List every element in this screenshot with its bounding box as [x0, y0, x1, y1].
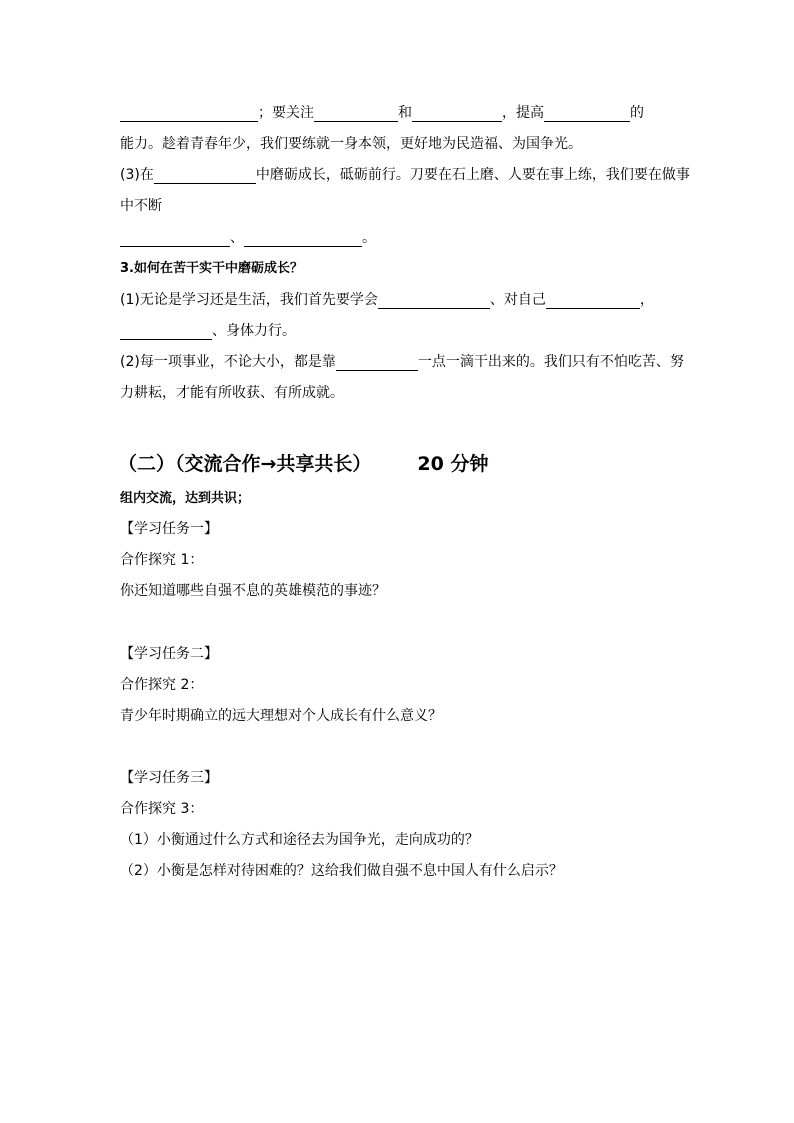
text: 力耕耘，才能有所收获、有所成就。	[120, 385, 344, 401]
blank[interactable]	[544, 107, 630, 122]
text: 、身体力行。	[212, 323, 296, 339]
text: （2）小衡是怎样对待困难的？这给我们做自强不息中国人有什么启示？	[120, 863, 563, 879]
task-1-label	[120, 520, 218, 538]
heading-text: （二）（交流合作→共享共长）	[118, 453, 372, 475]
text: 3.如何在苦干实干中磨砺成长？	[120, 261, 303, 276]
text: 中不断	[120, 198, 162, 214]
section-3-title	[120, 260, 303, 278]
text: 合作探究 2：	[120, 677, 204, 693]
question-2	[120, 707, 442, 725]
text: （1）小衡通过什么方式和途径去为国争光，走向成功的？	[120, 832, 479, 848]
explore-3-label	[120, 800, 203, 818]
blank[interactable]	[120, 325, 212, 340]
question-1	[120, 582, 386, 600]
text: 合作探究 1：	[120, 552, 204, 568]
fill-line-3	[120, 166, 690, 184]
explore-2-label	[120, 676, 203, 694]
text: (2)每一项事业，不论大小，都是靠	[120, 354, 336, 370]
s3-line-1	[120, 291, 654, 309]
text-line-4	[120, 197, 162, 215]
text: 合作探究 3：	[120, 801, 204, 817]
part-2-heading	[118, 449, 488, 476]
blank[interactable]	[154, 169, 256, 184]
task-2-label	[120, 645, 218, 663]
text: 、对自己	[489, 292, 546, 308]
blank[interactable]	[378, 294, 490, 309]
text: (3)在	[120, 167, 154, 183]
blank[interactable]	[120, 232, 230, 247]
question-3-2	[120, 862, 563, 880]
text: 能力。趁着青春年少，我们要练就一身本领，更好地为民造福、为国争光。	[120, 136, 582, 152]
fill-line-5	[120, 229, 376, 247]
text: (1)无论是学习还是生活，我们首先要学会	[120, 292, 378, 308]
text: 【学习任务二】	[120, 646, 218, 662]
text: 一点一滴干出来的。我们只有不怕吃苦、努	[417, 354, 684, 370]
text-line-2	[120, 135, 582, 153]
explore-1-label	[120, 551, 203, 569]
text: ，提高	[502, 105, 544, 121]
text: 和	[398, 105, 412, 121]
text: 【学习任务三】	[120, 770, 218, 786]
blank[interactable]	[336, 356, 418, 371]
blank[interactable]	[546, 294, 640, 309]
text: 组内交流，达到共识；	[120, 491, 251, 506]
s3-line-4	[120, 384, 344, 402]
text: 中磨砺成长，砥砺前行。刀要在石上磨、人要在事上练，我们要在做事	[255, 167, 690, 183]
text: ；要关注	[258, 105, 314, 121]
question-3-1	[120, 831, 479, 849]
text: 。	[362, 230, 376, 246]
part-2-intro	[120, 490, 250, 508]
s3-line-3	[120, 353, 684, 371]
s3-line-2	[120, 322, 296, 340]
text: 的	[630, 105, 644, 121]
text: ，	[639, 292, 654, 308]
text: 青少年时期确立的远大理想对个人成长有什么意义？	[120, 708, 442, 724]
blank[interactable]	[412, 107, 502, 122]
task-3-label	[120, 769, 218, 787]
blank[interactable]	[244, 232, 362, 247]
text: 、	[230, 230, 244, 246]
text: 你还知道哪些自强不息的英雄模范的事迹？	[120, 583, 386, 599]
fill-line-1	[120, 104, 644, 122]
time-text: 20 分钟	[417, 453, 489, 475]
text: 【学习任务一】	[120, 521, 218, 537]
blank[interactable]	[120, 107, 258, 122]
blank[interactable]	[314, 107, 398, 122]
